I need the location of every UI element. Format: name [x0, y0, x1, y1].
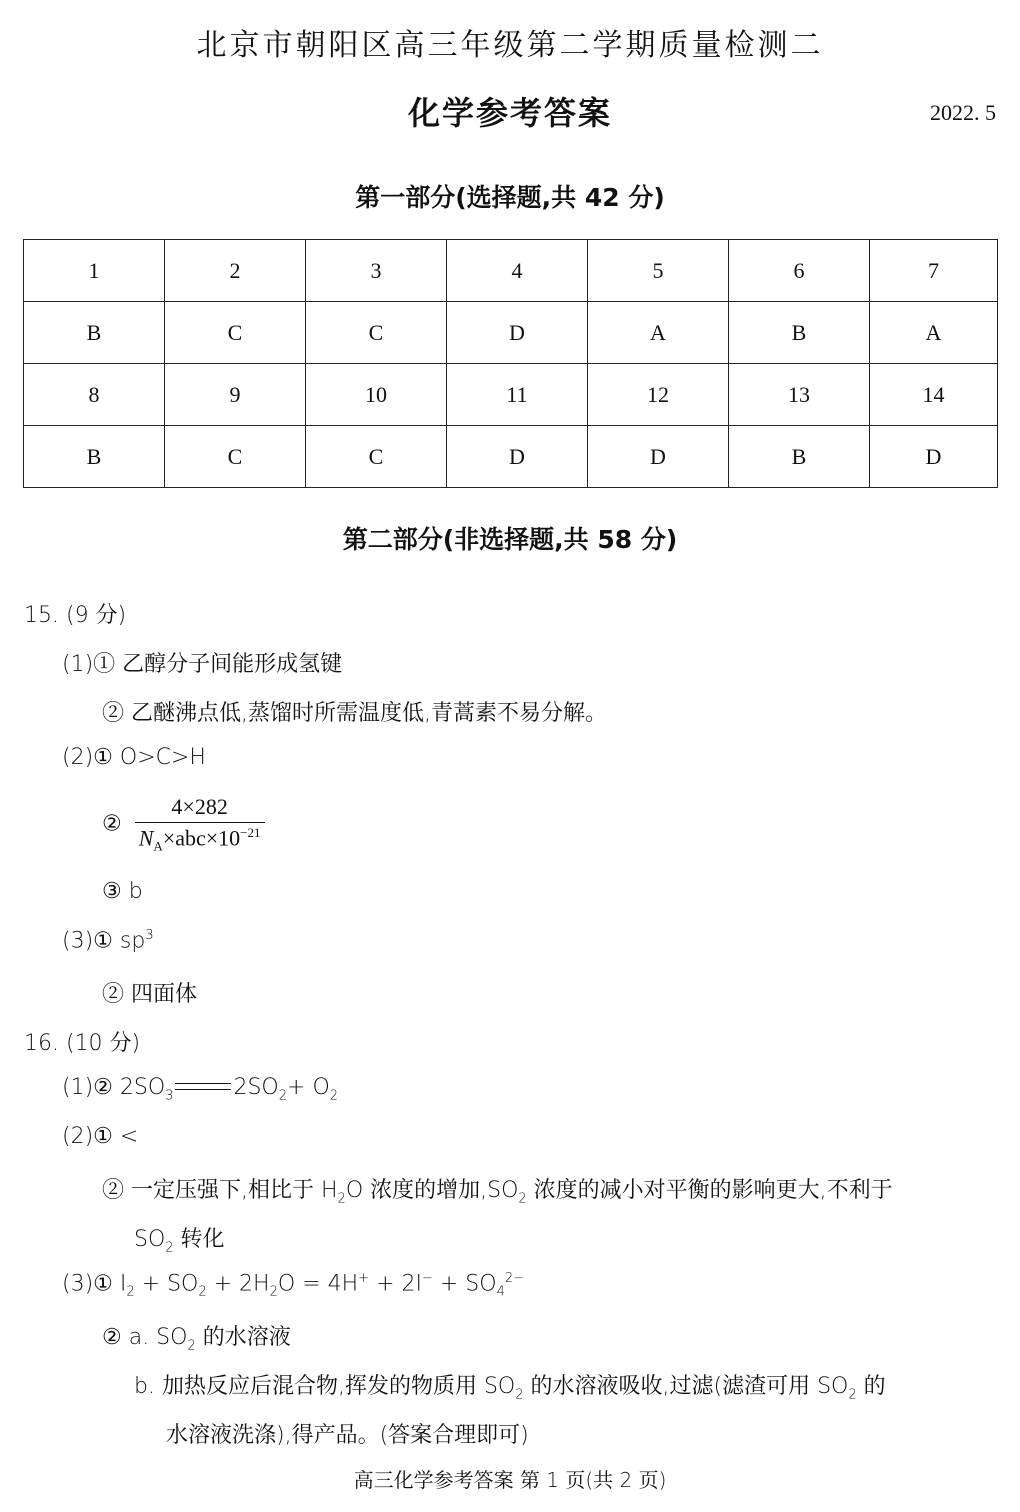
q16-s3-1-sup1: +	[358, 1271, 370, 1286]
page-subtitle: 化学参考答案	[407, 94, 612, 132]
part1-heading: 第一部分(选择题,共 42 分)	[355, 183, 665, 212]
table-cell: C	[306, 426, 447, 488]
q16-s3-2a	[102, 1320, 291, 1353]
table-cell: 14	[870, 364, 998, 426]
q15-s2-3: ③ b	[102, 879, 143, 904]
table-cell: A	[588, 302, 729, 364]
table-cell: 1	[24, 240, 165, 302]
table-cell: 2	[165, 240, 306, 302]
table-cell: D	[447, 302, 588, 364]
q16-s2-2-d: SO	[134, 1227, 166, 1252]
q16-s3-1	[62, 1271, 524, 1300]
q15-s2-2	[102, 794, 265, 855]
table-cell: 11	[447, 364, 588, 426]
table-cell: 13	[729, 364, 870, 426]
table-cell: 8	[24, 364, 165, 426]
table-row	[24, 302, 998, 364]
q16-s1	[62, 1075, 338, 1103]
q16-s3-2b-sub2: 2	[848, 1387, 857, 1403]
q16-s2-2-a: ② 一定压强下,相比于 H	[102, 1178, 338, 1203]
q16-s3-1-e: + 2I	[369, 1271, 422, 1297]
q16-s3-2a-b: 的水溶液	[195, 1325, 291, 1350]
table-cell: 7	[870, 240, 998, 302]
table-cell: D	[447, 426, 588, 488]
q16-s1-b: 2SO	[233, 1075, 279, 1100]
q16-s1-sub2: 2	[278, 1088, 288, 1104]
q16-s2-2-e: 转化	[173, 1227, 225, 1252]
q16-s3-2b-b: 的水溶液吸收,过滤(滤渣可用 SO	[523, 1374, 849, 1399]
table-cell: 12	[588, 364, 729, 426]
table-cell: A	[870, 302, 998, 364]
table-row	[24, 240, 998, 302]
q16-s3-2a-sub: 2	[187, 1338, 196, 1354]
table-cell: 3	[306, 240, 447, 302]
q15-s2-1: (2)① O>C>H	[62, 745, 206, 770]
q16-s2-2-sub3: 2	[165, 1240, 174, 1256]
page-footer: 高三化学参考答案 第 1 页(共 2 页)	[353, 1468, 667, 1492]
q15-label: 15. (9 分)	[24, 603, 127, 628]
q16-s3-1-sub2: 2	[198, 1284, 207, 1300]
q16-s3-2b-sub1: 2	[515, 1387, 524, 1403]
q16-s3-1-sub1: 2	[126, 1284, 135, 1300]
table-cell: B	[729, 302, 870, 364]
q16-s2-2	[102, 1173, 893, 1206]
q15-s3-1-text: (3)① sp	[62, 928, 146, 954]
table-cell: 5	[588, 240, 729, 302]
q16-s3-1-b: + SO	[134, 1271, 199, 1297]
q16-s3-2b-c: 的	[856, 1374, 886, 1399]
q16-s3-1-sub4: 4	[496, 1284, 505, 1300]
denominator-rest: ×abc×10	[162, 825, 241, 851]
table-cell: B	[729, 426, 870, 488]
table-cell: D	[870, 426, 998, 488]
q16-s1-sub3: 2	[329, 1088, 339, 1104]
q16-s2-2-sub1: 2	[337, 1191, 346, 1207]
table-cell: B	[24, 426, 165, 488]
density-fraction	[135, 794, 265, 855]
answer-table	[23, 239, 998, 488]
table-cell: B	[24, 302, 165, 364]
q16-s3-1-sup3: 2−	[504, 1271, 525, 1286]
q16-s2-2-sub2: 2	[518, 1191, 527, 1207]
q16-s2-2-cont	[134, 1222, 225, 1255]
page-title: 北京市朝阳区高三年级第二学期质量检测二	[196, 28, 824, 63]
q16-s3-2b	[134, 1369, 886, 1402]
q16-s1-c: + O	[287, 1075, 330, 1100]
q15-s1-2: ② 乙醚沸点低,蒸馏时所需温度低,青蒿素不易分解。	[102, 701, 607, 726]
q15-s3-1-sup: 3	[145, 928, 154, 943]
q15-s3-1	[62, 928, 154, 953]
q16-s2-2-c: 浓度的减小对平衡的影响更大,不利于	[526, 1178, 893, 1203]
table-cell: C	[165, 302, 306, 364]
q16-s1-sub1: 3	[165, 1088, 174, 1104]
table-cell: 4	[447, 240, 588, 302]
q16-s3-1-f: + SO	[432, 1271, 497, 1297]
table-cell: C	[165, 426, 306, 488]
q15-s3-2: ② 四面体	[102, 982, 197, 1007]
table-cell: C	[306, 302, 447, 364]
q16-s3-1-a: (3)① I	[62, 1271, 127, 1297]
avogadro-symbol: N	[138, 825, 154, 851]
q16-s2-1: (2)① <	[62, 1124, 139, 1149]
q16-s2-2-b: O 浓度的增加,SO	[345, 1178, 519, 1203]
table-cell: 6	[729, 240, 870, 302]
table-cell: 9	[165, 364, 306, 426]
q16-label: 16. (10 分)	[24, 1031, 141, 1056]
part2-heading: 第二部分(非选择题,共 58 分)	[342, 525, 678, 554]
q16-s1-a: (1)② 2SO	[62, 1075, 166, 1100]
q16-s3-1-c: + 2H	[206, 1271, 270, 1297]
q16-s3-1-d: O = 4H	[277, 1271, 359, 1297]
q16-s3-1-sub3: 2	[269, 1284, 278, 1300]
equilibrium-sign	[175, 1083, 231, 1090]
q15-s1-1: (1)① 乙醇分子间能形成氢键	[62, 652, 343, 677]
q16-s3-2b-a: b. 加热反应后混合物,挥发的物质用 SO	[134, 1374, 516, 1399]
fraction-denominator	[135, 823, 265, 855]
denominator-exponent: −21	[240, 825, 261, 840]
avogadro-subscript: A	[153, 838, 163, 854]
fraction-numerator: 4×282	[135, 794, 265, 823]
q16-s3-1-sup2: −	[421, 1271, 433, 1286]
q16-s3-2b-cont: 水溶液洗涤),得产品。(答案合理即可)	[166, 1423, 529, 1448]
q15-s2-2-mark: ②	[102, 811, 122, 837]
q16-s3-2a-a: ② a. SO	[102, 1325, 188, 1350]
table-cell: D	[588, 426, 729, 488]
table-row	[24, 364, 998, 426]
table-cell: 10	[306, 364, 447, 426]
table-row	[24, 426, 998, 488]
exam-date: 2022. 5	[930, 100, 996, 125]
